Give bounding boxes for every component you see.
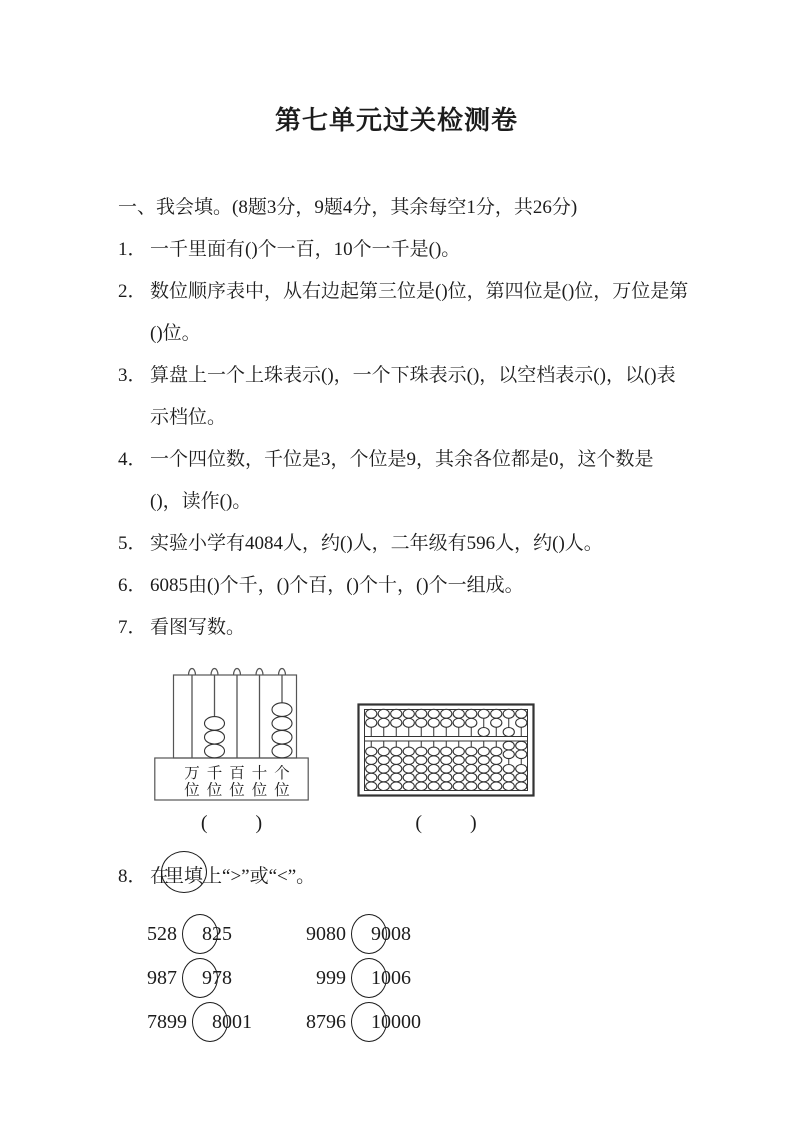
close-paren: ) — [255, 812, 263, 834]
compare-right-number: 9008 — [371, 923, 411, 945]
compare-right-number: 978 — [202, 967, 232, 989]
question-8 — [118, 851, 758, 898]
comparison-pair — [288, 913, 411, 955]
counting-rack-image — [154, 661, 309, 801]
question-text: 实验小学有4084人，约()人，二年级有596人，约()人。 — [150, 533, 603, 554]
question-text-line2: ()位。 — [150, 323, 201, 344]
question-7-figures — [154, 661, 758, 835]
question-number: 4． — [118, 449, 147, 470]
question-4 — [118, 439, 758, 523]
comparison-pair — [288, 1001, 421, 1043]
question-number: 3． — [118, 365, 147, 386]
abacus-figure — [357, 703, 535, 835]
question-text-line1: 算盘上一个上珠表示()，一个下珠表示()，以空档表示()，以()表 — [150, 365, 676, 386]
compare-left-number: 9080 — [306, 923, 346, 945]
compare-right-number: 10000 — [371, 1011, 421, 1033]
compare-left-number: 987 — [147, 967, 177, 989]
comparison-row — [147, 956, 758, 1000]
svg-text:个: 个 — [274, 765, 290, 782]
compare-right-number: 825 — [202, 923, 232, 945]
compare-right-number: 1006 — [371, 967, 411, 989]
comparison-pair — [288, 957, 411, 999]
question-7 — [118, 607, 758, 649]
question-number: 1． — [118, 239, 147, 260]
comparison-pair — [147, 1001, 288, 1043]
answer-blank — [415, 811, 476, 835]
svg-text:十: 十 — [251, 765, 268, 782]
question-number: 8． — [118, 866, 147, 887]
question-text: 看图写数。 — [150, 617, 246, 638]
paper-content — [118, 187, 758, 1044]
question-text-after: 里填上“>”或“<”。 — [165, 866, 316, 887]
question-text-line2: ()，读作()。 — [150, 491, 252, 512]
question-1 — [118, 229, 758, 271]
question-8-comparisons — [147, 912, 758, 1044]
counting-rack-figure — [154, 661, 309, 835]
svg-text:位: 位 — [251, 782, 268, 799]
close-paren: ) — [470, 812, 477, 834]
comparison-pair — [147, 957, 288, 999]
compare-left-number: 7899 — [147, 1011, 187, 1033]
question-3 — [118, 355, 758, 439]
comparison-row — [147, 912, 758, 956]
question-text-before: 在 — [150, 866, 170, 887]
svg-text:百: 百 — [229, 765, 245, 782]
compare-right-number: 8001 — [212, 1011, 252, 1033]
svg-text:位: 位 — [184, 782, 200, 799]
comparison-row — [147, 1000, 758, 1044]
question-2 — [118, 271, 758, 355]
question-number: 6． — [118, 575, 147, 596]
open-paren: ( — [415, 812, 422, 834]
question-text-line1: 数位顺序表中，从右边起第三位是()位，第四位是()位，万位是第 — [150, 281, 689, 302]
question-text-line2: 示档位。 — [150, 407, 227, 428]
svg-text:千: 千 — [206, 765, 223, 782]
question-5 — [118, 523, 758, 565]
question-number: 2． — [118, 281, 147, 302]
svg-text:位: 位 — [206, 782, 223, 799]
comparison-pair — [147, 913, 288, 955]
question-number: 7． — [118, 617, 147, 638]
question-6 — [118, 565, 758, 607]
compare-left-number: 999 — [316, 967, 346, 989]
question-text-line1: 一个四位数，千位是3，个位是9，其余各位都是0，这个数是 — [150, 449, 654, 470]
svg-text:万: 万 — [184, 765, 200, 782]
svg-text:位: 位 — [274, 782, 290, 799]
question-text: 一千里面有()个一百，10个一千是()。 — [150, 239, 461, 260]
answer-blank — [201, 811, 262, 835]
question-number: 5． — [118, 533, 147, 554]
section-heading: 一、我会填。(8题3分，9题4分，其余每空1分，共26分) — [118, 197, 578, 218]
question-text: 6085由()个千，()个百，()个十，()个一组成。 — [150, 575, 524, 596]
svg-text:位: 位 — [229, 782, 245, 799]
compare-left-number: 8796 — [306, 1011, 346, 1033]
page-title: 第七单元过关检测卷 — [274, 105, 518, 135]
compare-left-number: 528 — [147, 923, 177, 945]
open-paren: ( — [200, 812, 208, 834]
abacus-image — [357, 703, 535, 797]
